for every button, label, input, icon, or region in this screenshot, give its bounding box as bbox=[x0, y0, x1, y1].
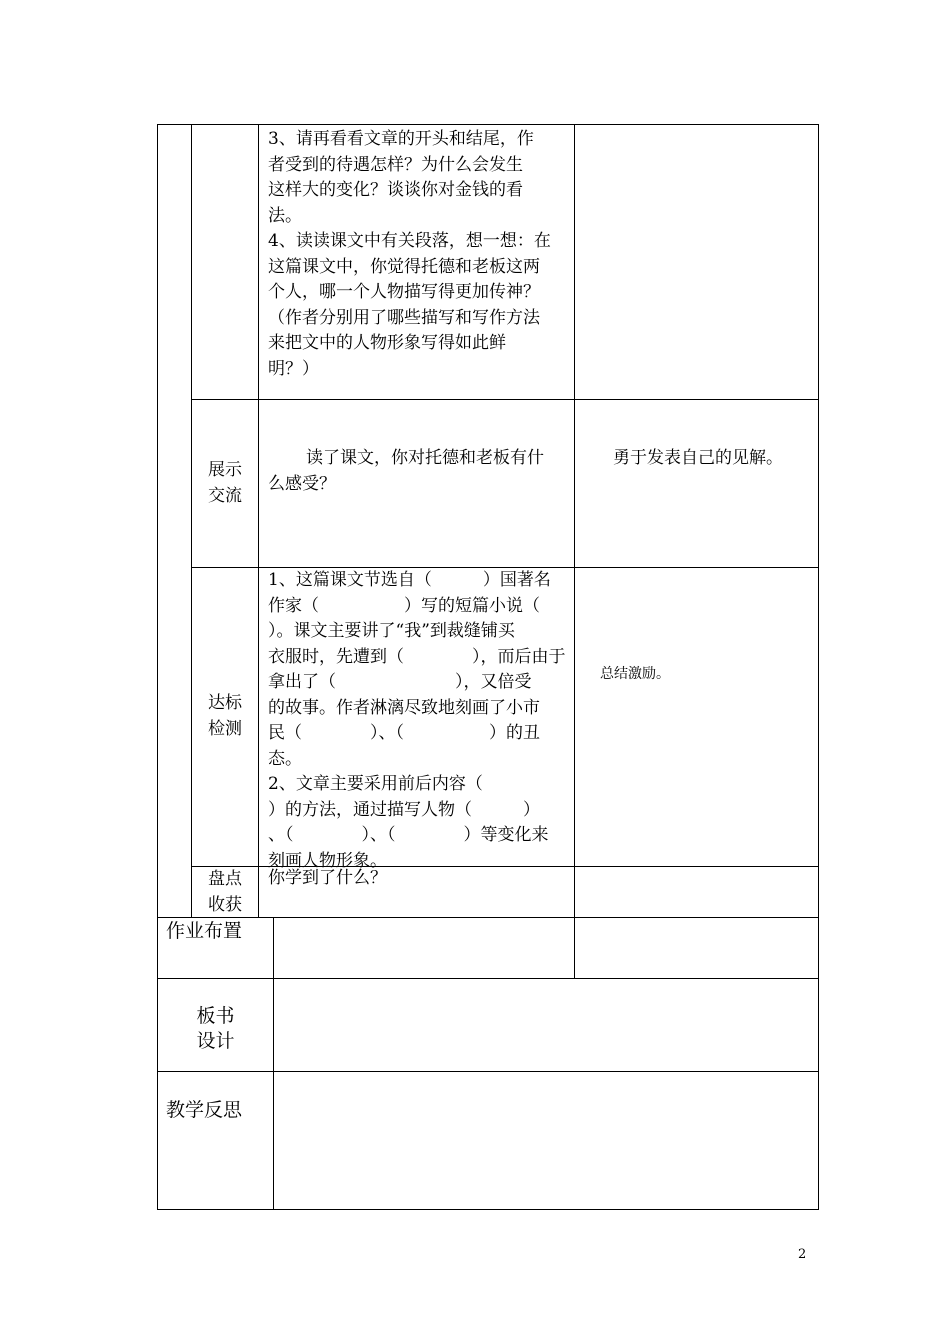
assessment-line: 1、这篇课文节选自（ ）国著名 bbox=[268, 570, 551, 590]
question-line: 来把文中的人物形象写得如此鲜 bbox=[268, 333, 506, 353]
assessment-content bbox=[268, 568, 570, 874]
assessment-note: 总结激励。 bbox=[600, 666, 670, 682]
row-divider bbox=[191, 399, 819, 400]
question-line: 这样大的变化？谈谈你对金钱的看 bbox=[268, 180, 523, 200]
page-number: 2 bbox=[798, 1247, 807, 1262]
question-line: 3、请再看看文章的开头和结尾，作 bbox=[268, 129, 534, 149]
table-border-right bbox=[818, 124, 819, 1210]
assessment-line: 态。 bbox=[268, 748, 302, 769]
assessment-line: 作家（ ）写的短篇小说（ bbox=[268, 595, 540, 616]
showcase-line: 读了课文，你对托德和老板有什 bbox=[306, 448, 544, 468]
questions-cell bbox=[268, 127, 570, 382]
column-divider bbox=[574, 124, 575, 979]
showcase-content bbox=[268, 446, 570, 497]
assessment-label: 达标 检测 bbox=[208, 693, 242, 739]
assessment-line: 拿出了（ ），又倍受 bbox=[268, 672, 532, 692]
assessment-line: 刻画人物形象。 bbox=[268, 850, 387, 871]
question-line: 个人，哪一个人物描写得更加传神？ bbox=[268, 282, 540, 302]
question-line: 者受到的待遇怎样？为什么会发生 bbox=[268, 154, 523, 175]
table-border-bottom bbox=[157, 1209, 819, 1210]
column-divider bbox=[273, 917, 274, 1210]
assessment-line: 民（ ）、（ ）的丑 bbox=[268, 723, 540, 743]
assessment-line: 2、文章主要采用前后内容（ bbox=[268, 774, 483, 794]
assessment-line: 的故事。作者淋漓尽致地刻画了小市 bbox=[268, 697, 540, 718]
column-divider bbox=[191, 124, 192, 918]
assessment-line: ）的方法，通过描写人物（ ） bbox=[268, 799, 540, 820]
assessment-line: ）。课文主要讲了“我”到裁缝铺买 bbox=[268, 621, 515, 641]
table-border-top bbox=[157, 124, 819, 125]
row-divider bbox=[157, 978, 819, 979]
homework-label: 作业布置 bbox=[166, 920, 243, 942]
showcase-label: 展示 交流 bbox=[208, 460, 242, 506]
question-line: 法。 bbox=[268, 205, 302, 226]
showcase-note: 勇于发表自己的见解。 bbox=[613, 448, 783, 468]
row-divider bbox=[157, 1071, 819, 1072]
reflection-label: 教学反思 bbox=[166, 1099, 243, 1121]
assessment-line: 、（ ）、（ ）等变化来 bbox=[268, 825, 549, 845]
assessment-line: 衣服时，先遭到（ ），而后由于 bbox=[268, 646, 566, 667]
question-line: 明？） bbox=[268, 358, 319, 379]
showcase-line: 么感受？ bbox=[268, 473, 336, 494]
question-line: 4、读读课文中有关段落，想一想：在 bbox=[268, 231, 551, 251]
question-line: 这篇课文中，你觉得托德和老板这两 bbox=[268, 256, 540, 277]
summary-label: 盘点 收获 bbox=[208, 869, 242, 915]
summary-content: 你学到了什么？ bbox=[268, 868, 387, 888]
column-divider bbox=[258, 124, 259, 918]
blackboard-label: 板书 设计 bbox=[196, 1005, 235, 1052]
question-line: （作者分别用了哪些描写和写作方法 bbox=[268, 307, 540, 328]
